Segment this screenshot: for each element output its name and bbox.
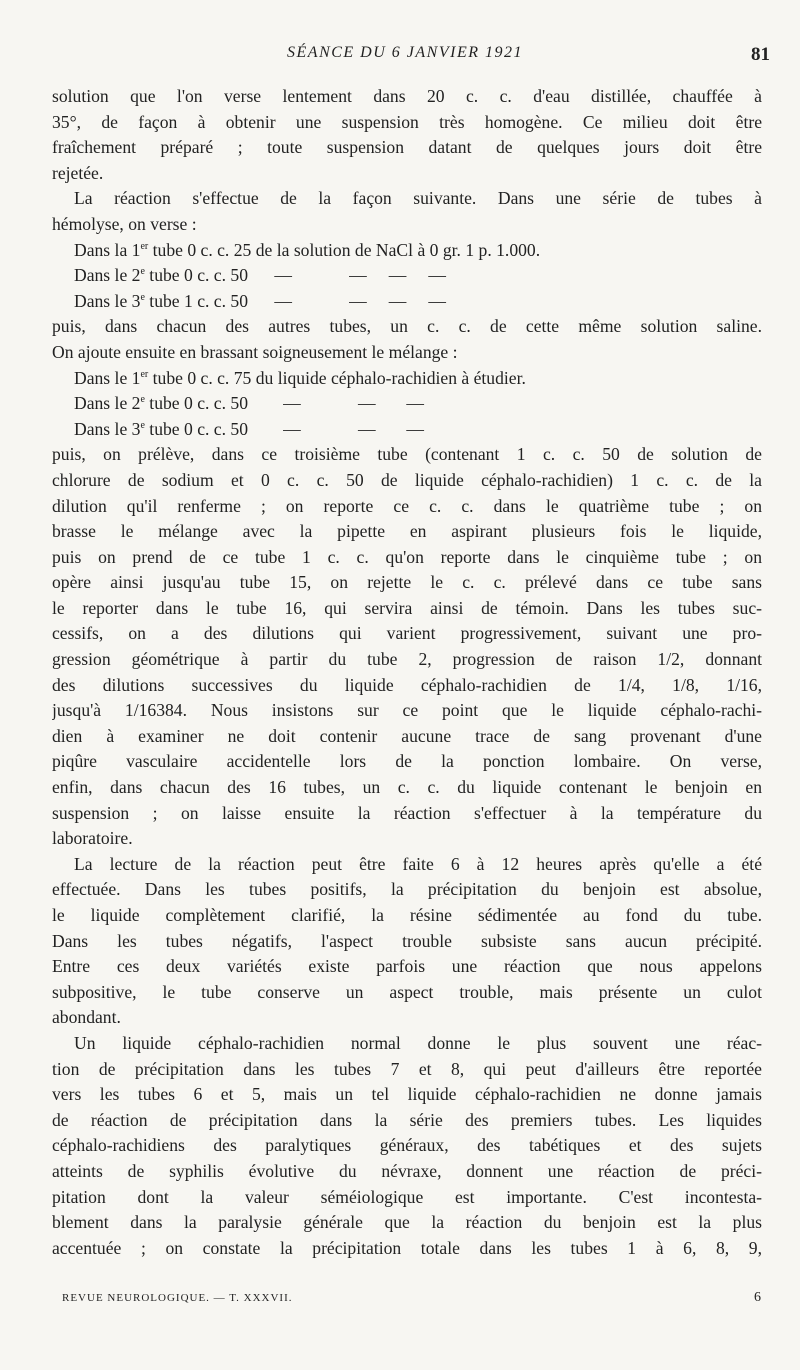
text-line: cessifs, on a des dilutions qui varient progressivement, suivant une pro-	[52, 623, 762, 644]
tube-line	[52, 263, 762, 289]
text-line: suspension ; on laisse ensuite la réaction s'effectuer à la température du	[52, 802, 762, 823]
text-line: jusqu'à 1/16384. Nous insistons sur ce point que le liquide céphalo-rachi-	[52, 700, 762, 721]
text-line: le liquide complètement clarifié, la résine sédimentée au fond du tube.	[52, 905, 762, 925]
text-line: La réaction s'effectue de la façon suivante. Dans une série de tubes à	[74, 188, 762, 209]
text-line: effectuée. Dans les tubes positifs, la précipitation du benjoin est absolue,	[52, 879, 762, 900]
text-line: 35°, de façon à obtenir une suspension très homogène. Ce milieu doit être	[52, 111, 762, 132]
tube-line	[52, 391, 762, 417]
text-line: abondant.	[52, 1007, 121, 1028]
running-title: SÉANCE DU 6 JANVIER 1921	[287, 44, 523, 61]
text-line: céphalo-rachidiens des paralytiques généraux, des tabétiques et des sujets	[52, 1135, 762, 1156]
ordinal-suffix: e	[140, 266, 145, 278]
body-text	[52, 84, 762, 1261]
text-line: brasse le mélange avec la pipette en aspirant plusieurs fois le liquide,	[52, 521, 762, 542]
tube-line-start: Dans la 1	[74, 239, 141, 260]
ordinal-suffix: er	[140, 240, 149, 252]
ordinal-suffix: e	[140, 291, 145, 303]
text-line: chlorure de sodium et 0 c. c. 50 de liquide céphalo-rachidien) 1 c. c. de la	[52, 469, 762, 490]
text-line: vers les tubes 6 et 5, mais un tel liquide céphalo-rachidien ne donne jamais	[52, 1084, 762, 1105]
tube-line-rest: tube 1 c. c. 50 — — — —	[144, 290, 446, 311]
tube-line-start: Dans le 1	[74, 367, 141, 388]
text-line: de réaction de précipitation dans la série des premiers tubes. Les liquides	[52, 1109, 762, 1130]
text-line: gression géométrique à partir du tube 2, progression de raison 1/2, donnant	[52, 649, 762, 670]
text-line: laboratoire.	[52, 828, 133, 849]
text-line: enfin, dans chacun des 16 tubes, un c. c. du liquide contenant le benjoin en	[52, 777, 762, 798]
text-line: blement dans la paralysie générale que la réaction du benjoin est la plus	[52, 1212, 762, 1233]
text-line: puis, on prélève, dans ce troisième tube (contenant 1 c. c. 50 de solution de	[52, 444, 762, 465]
text-line: subpositive, le tube conserve un aspect trouble, mais présente un culot	[52, 981, 762, 1002]
ordinal-suffix: e	[140, 394, 145, 406]
text-line: tion de précipitation dans les tubes 7 et 8, qui peut d'ailleurs être reportée	[52, 1058, 762, 1079]
text-line: opère ainsi jusqu'au tube 15, on rejette le c. c. prélevé dans ce tube sans	[52, 572, 762, 593]
tube-line-rest: tube 0 c. c. 50 — — — —	[144, 265, 446, 286]
tube-line-start: Dans le 2	[74, 265, 141, 286]
text-line: puis, dans chacun des autres tubes, un c. c. de cette même solution saline.	[52, 316, 762, 337]
text-line: Un liquide céphalo-rachidien normal donne le plus souvent une réac-	[74, 1032, 762, 1053]
tube-line	[52, 366, 762, 392]
text-line: pitation dont la valeur séméiologique est importante. C'est incontesta-	[52, 1186, 762, 1207]
text-line: dilution qu'il renferme ; on reporte ce c. c. dans le quatrième tube ; on	[52, 495, 762, 516]
ordinal-suffix: er	[140, 368, 149, 380]
text-line: Entre ces deux variétés existe parfois une réaction que nous appelons	[52, 956, 762, 977]
tube-line	[52, 417, 762, 443]
text-line: rejetée.	[52, 162, 104, 183]
journal-footer: REVUE NEUROLOGIQUE. — T. XXXVII.	[62, 1292, 293, 1304]
tube-line-rest: tube 0 c. c. 25 de la solution de NaCl à 0 gr. 1 p. 1.000.	[148, 239, 541, 260]
text-line: des dilutions successives du liquide céphalo-rachidien de 1/4, 1/8, 1/16,	[52, 674, 762, 695]
page-footer	[62, 1292, 762, 1312]
page-number: 81	[751, 44, 770, 65]
signature-mark: 6	[754, 1290, 762, 1305]
page-header	[40, 44, 770, 66]
tube-line-rest: tube 0 c. c. 50 — — —	[144, 393, 424, 414]
text-line: La lecture de la réaction peut être faite 6 à 12 heures après qu'elle a été	[74, 853, 762, 874]
text-line: atteints de syphilis évolutive du névraxe, donnent une réaction de préci-	[52, 1160, 762, 1181]
text-line: solution que l'on verse lentement dans 20 c. c. d'eau distillée, chauffée à	[52, 86, 762, 106]
tube-line-rest: tube 0 c. c. 75 du liquide céphalo-rachidien à étudier.	[148, 367, 526, 388]
tube-line-start: Dans le 3	[74, 290, 141, 311]
text-line: accentuée ; on constate la précipitation totale dans les tubes 1 à 6, 8, 9,	[52, 1237, 762, 1258]
text-line: puis on prend de ce tube 1 c. c. qu'on reporte dans le cinquième tube ; on	[52, 546, 762, 567]
text-line: Dans les tubes négatifs, l'aspect trouble subsiste sans aucun précipité.	[52, 930, 762, 951]
ordinal-suffix: e	[140, 419, 145, 431]
tube-line-start: Dans le 2	[74, 393, 141, 414]
tube-line	[52, 289, 762, 315]
text-line: hémolyse, on verse :	[52, 213, 197, 234]
tube-line-rest: tube 0 c. c. 50 — — —	[144, 418, 424, 439]
text-line: fraîchement préparé ; toute suspension datant de quelques jours doit être	[52, 137, 762, 158]
text-line: le reporter dans le tube 16, qui servira ainsi de témoin. Dans les tubes suc-	[52, 597, 762, 618]
text-line: dien à examiner ne doit contenir aucune trace de sang provenant d'une	[52, 725, 762, 746]
text-line: On ajoute ensuite en brassant soigneusement le mélange :	[52, 341, 458, 362]
tube-line	[52, 238, 762, 264]
tube-line-start: Dans le 3	[74, 418, 141, 439]
text-line: piqûre vasculaire accidentelle lors de la ponction lombaire. On verse,	[52, 751, 762, 772]
